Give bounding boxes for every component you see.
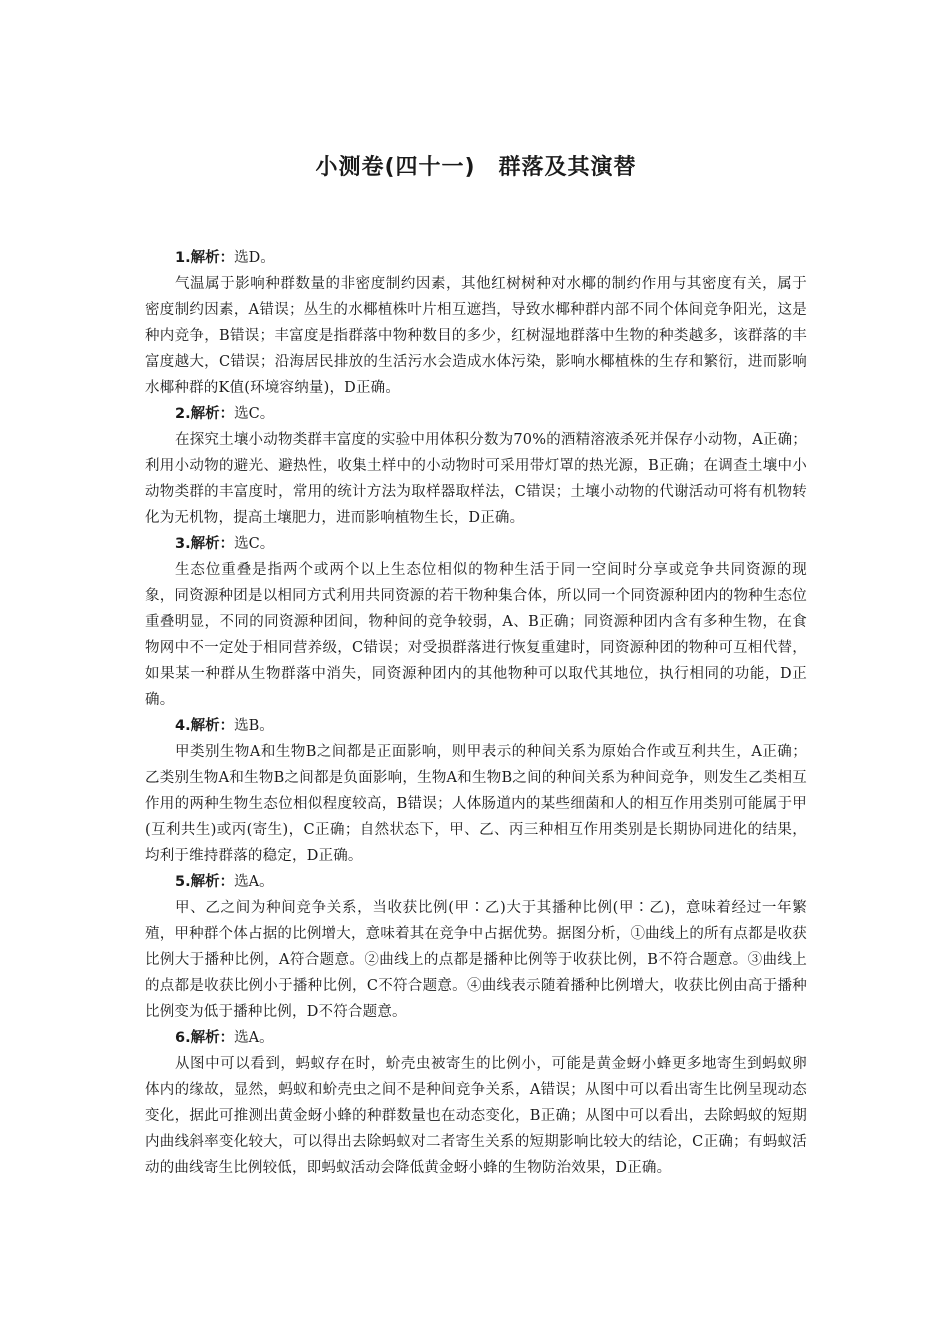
- explanation-text: 从图中可以看到，蚂蚁存在时，蚧壳虫被寄生的比例小，可能是黄金蚜小蜂更多地寄生到蚂蚁卵体内的缘故，显然，蚂蚁和蚧壳虫之间不是种间竞争关系，A错误；从图中可以看出寄生比例呈现动态变化，据此可推测出黄金蚜小蜂的种群数量也在动态变化，B正确；从图中可以看出，去除蚂蚁的短期内曲线斜率变化较大，可以得出去除蚂蚁对二者寄生关系的短期影响比较大的结论，C正确；有蚂蚁活动的曲线寄生比例较低，即蚂蚁活动会降低黄金蚜小蜂的生物防治效果，D正确。: [145, 1056, 807, 1176]
- analysis-label: 2.解析：: [175, 406, 235, 422]
- answer-choice: 选C。: [234, 536, 275, 552]
- answer-heading: [145, 869, 807, 895]
- analysis-label: 6.解析：: [175, 1030, 235, 1046]
- answer-heading: [145, 245, 807, 271]
- answer-item-1: [145, 245, 807, 401]
- answer-heading: [145, 713, 807, 739]
- analysis-label: 5.解析：: [175, 874, 235, 890]
- page-title: 小测卷(四十一) 群落及其演替: [315, 155, 637, 180]
- answer-item-2: [145, 401, 807, 531]
- answer-heading: [145, 401, 807, 427]
- answer-heading: [145, 531, 807, 557]
- explanation-text: 气温属于影响种群数量的非密度制约因素，其他红树树种对水椰的制约作用与其密度有关，属于密度制约因素，A错误；丛生的水椰植株叶片相互遮挡，导致水椰种群内部不同个体间竞争阳光，这是种内竞争，B错误；丰富度是指群落中物种数目的多少，红树湿地群落中生物的种类越多，该群落的丰富度越大，C错误；沿海居民排放的生活污水会造成水体污染，影响水椰植株的生存和繁衍，进而影响水椰种群的K值(环境容纳量)，D正确。: [145, 276, 807, 396]
- answer-item-3: [145, 531, 807, 713]
- answer-item-4: [145, 713, 807, 869]
- analysis-label: 4.解析：: [175, 718, 235, 734]
- document-page: [145, 150, 807, 1181]
- explanation-text: 在探究土壤小动物类群丰富度的实验中用体积分数为70%的酒精溶液杀死并保存小动物，A正确；利用小动物的避光、避热性，收集土样中的小动物时可采用带灯罩的热光源，B正确；在调查土壤中小动物类群的丰富度时，常用的统计方法为取样器取样法，C错误；土壤小动物的代谢活动可将有机物转化为无机物，提高土壤肥力，进而影响植物生长，D正确。: [145, 432, 807, 526]
- answer-item-5: [145, 869, 807, 1025]
- explanation-text: 甲类别生物A和生物B之间都是正面影响，则甲表示的种间关系为原始合作或互利共生，A正确；乙类别生物A和生物B之间都是负面影响，生物A和生物B之间的种间关系为种间竞争，则发生乙类相互作用的两种生物生态位相似程度较高，B错误；人体肠道内的某些细菌和人的相互作用类别可能属于甲(互利共生)或丙(寄生)，C正确；自然状态下，甲、乙、丙三种相互作用类别是长期协同进化的结果，均利于维持群落的稳定，D正确。: [145, 744, 807, 864]
- answer-choice: 选D。: [234, 250, 275, 266]
- answer-choice: 选A。: [234, 1030, 274, 1046]
- answer-choice: 选C。: [234, 406, 275, 422]
- answer-item-6: [145, 1025, 807, 1181]
- answer-choice: 选B。: [234, 718, 274, 734]
- analysis-label: 3.解析：: [175, 536, 235, 552]
- answer-choice: 选A。: [234, 874, 274, 890]
- explanation-text: 甲、乙之间为种间竞争关系，当收获比例(甲∶乙)大于其播种比例(甲∶乙)，意味着经过一年繁殖，甲种群个体占据的比例增大，意味着其在竞争中占据优势。据图分析，①曲线上的所有点都是收获比例大于播种比例，A符合题意。②曲线上的点都是播种比例等于收获比例，B不符合题意。③曲线上的点都是收获比例小于播种比例，C不符合题意。④曲线表示随着播种比例增大，收获比例由高于播种比例变为低于播种比例，D不符合题意。: [145, 900, 807, 1020]
- analysis-label: 1.解析：: [175, 250, 235, 266]
- explanation-text: 生态位重叠是指两个或两个以上生态位相似的物种生活于同一空间时分享或竞争共同资源的现象，同资源种团是以相同方式利用共同资源的若干物种集合体，所以同一个同资源种团内的物种生态位重叠明显，不同的同资源种团间，物种间的竞争较弱，A、B正确；同资源种团内含有多种生物，在食物网中不一定处于相同营养级，C错误；对受损群落进行恢复重建时，同资源种团的物种可互相代替，如果某一种群从生物群落中消失，同资源种团内的其他物种可以取代其地位，执行相同的功能，D正确。: [145, 562, 807, 708]
- answer-heading: [145, 1025, 807, 1051]
